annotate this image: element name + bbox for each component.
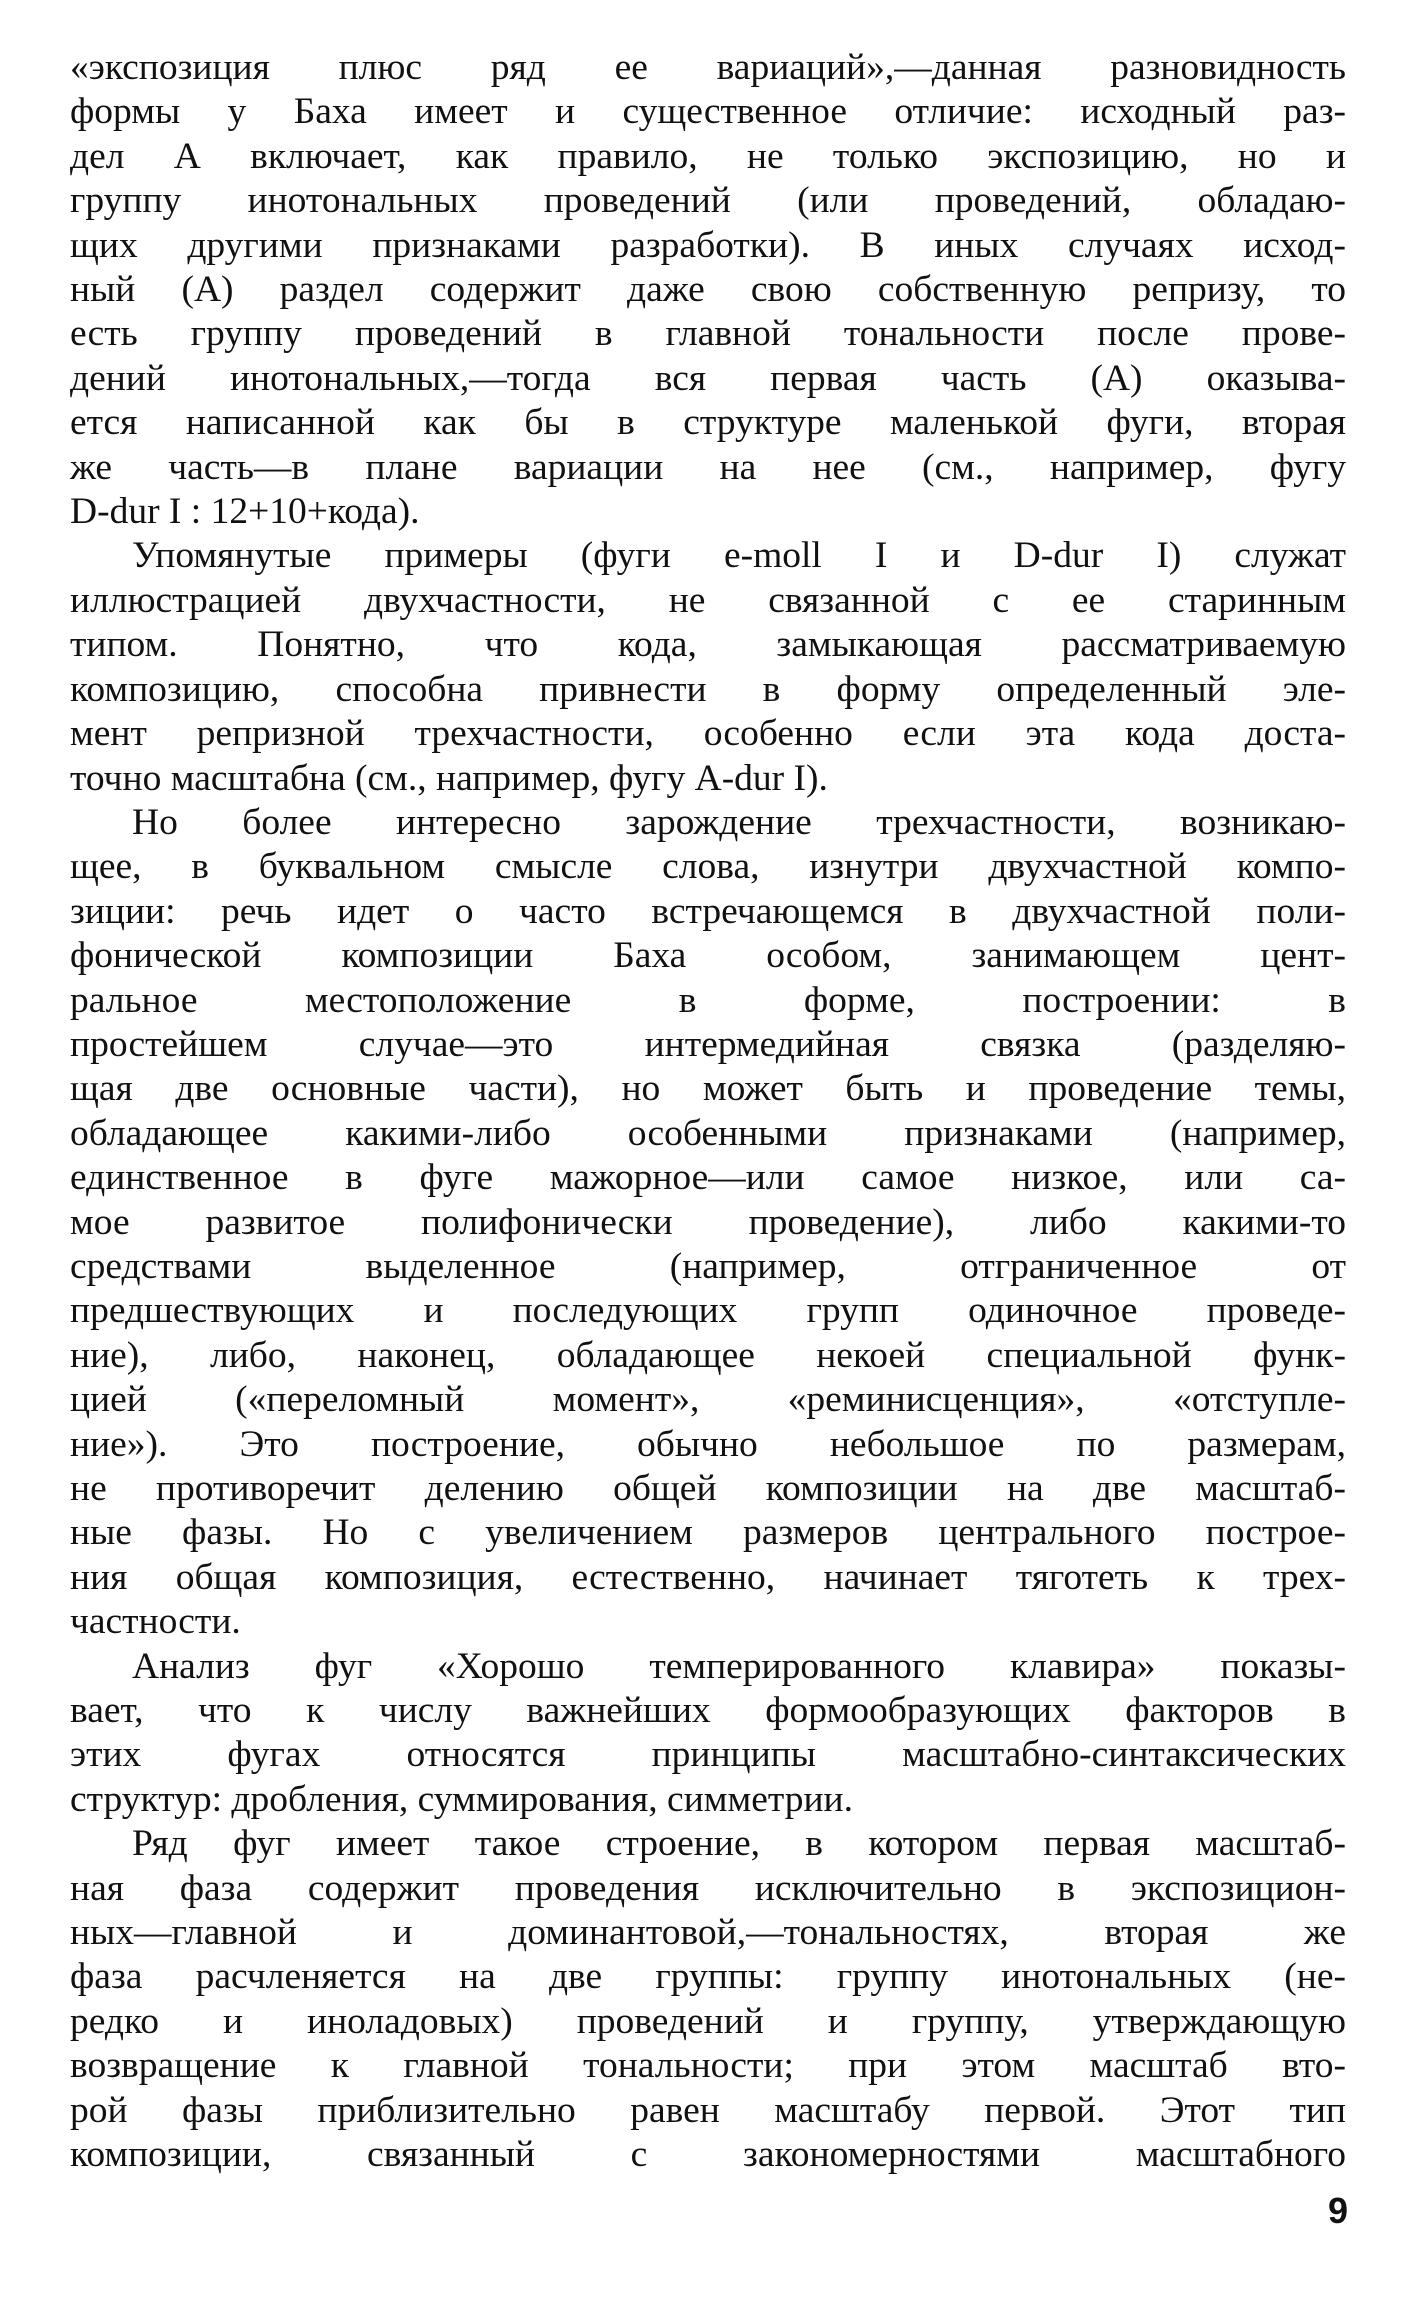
text-line: ная фаза содержит проведения исключительно в экспозицион- [70,1867,1346,1909]
text-line: щее, в буквальном смысле слова, изнутри двухчастной компо- [70,846,1346,888]
text-line: частности. [70,1601,241,1643]
text-line: «экспозиция плюс ряд ее вариаций»,—данная разновидность [70,47,1346,88]
text-line: ния общая композиция, естественно, начинает тяготеть к трех- [70,1556,1346,1598]
text-line: композиции, связанный с закономерностями масштабного [70,2134,1346,2176]
text-line: дений инотональных,—тогда вся первая часть (А) оказыва- [70,357,1346,399]
paragraph-3 [70,801,1346,1645]
paragraph-4 [70,1645,1346,1823]
text-line: D-dur I : 12+10+кода). [70,491,420,533]
text-line: есть группу проведений в главной тональности после прове- [70,313,1346,355]
text-line: ные фазы. Но с увеличением размеров центрального построе- [70,1512,1346,1554]
paragraph-5 [70,1822,1346,2177]
text-line: фонической композиции Баха особом, занимающем цент- [70,935,1346,977]
text-line: зиции: речь идет о часто встречающемся в двухчастной поли- [70,890,1346,932]
text-line: ных—главной и доминантовой,—тональностях, вторая же [70,1912,1346,1954]
text-line: ральное местоположение в форме, построении: в [70,979,1346,1021]
text-line: простейшем случае—это интермедийная связка (разделяю- [70,1023,1346,1065]
text-line: щая две основные части), но может быть и проведение темы, [70,1068,1346,1110]
text-line: предшествующих и последующих групп одиночное проведе- [70,1290,1346,1332]
text-line: ется написанной как бы в структуре маленькой фуги, вторая [70,402,1346,444]
text-line: иллюстрацией двухчастности, не связанной с ее старинным [70,579,1346,621]
text-line: Но более интересно зарождение трехчастности, возникаю- [132,801,1346,843]
text-line: цией («переломный момент», «реминисценция», «отступле- [70,1379,1346,1421]
page-text [70,46,1346,2178]
paragraph-2 [70,534,1346,800]
text-line: композицию, способна привнести в форму определенный эле- [70,668,1346,710]
text-line: не противоречит делению общей композиции на две масштаб- [70,1468,1346,1509]
text-line: дел А включает, как правило, не только экспозицию, но и [70,135,1346,177]
text-line: мое развитое полифонически проведение), либо какими-то [70,1201,1346,1243]
text-line: же часть—в плане вариации на нее (см., например, фугу [70,446,1346,488]
text-line: средствами выделенное (например, отграниченное от [70,1245,1346,1287]
text-line: ние), либо, наконец, обладающее некоей специальной функ- [70,1334,1346,1376]
text-line: обладающее какими-либо особенными признаками (например, [70,1112,1346,1154]
text-line: рой фазы приблизительно равен масштабу первой. Этот тип [70,2089,1346,2131]
text-line: единственное в фуге мажорное—или самое низкое, или са- [70,1157,1346,1199]
text-line: этих фугах относятся принципы масштабно-синтаксических [70,1734,1346,1776]
page-number: 9 [1327,2190,1348,2231]
text-line: редко и иноладовых) проведений и группу, утверждающую [70,2000,1346,2042]
paragraph-1 [70,46,1346,534]
text-line: Ряд фуг имеет такое строение, в котором первая масштаб- [132,1823,1346,1865]
text-line: точно масштабна (см., например, фугу A-dur I). [70,757,828,799]
text-line: щих другими признаками разработки). В иных случаях исход- [70,224,1346,266]
text-line: ние»). Это построение, обычно небольшое по размерам, [70,1423,1346,1465]
text-line: Упомянутые примеры (фуги e-moll I и D-dur I) служат [132,535,1346,577]
text-line: мент репризной трехчастности, особенно если эта кода доста- [70,713,1346,755]
text-line: типом. Понятно, что кода, замыкающая рассматриваемую [70,624,1346,666]
text-line: формы у Баха имеет и существенное отличие: исходный раз- [70,91,1346,133]
text-line: фаза расчленяется на две группы: группу инотональных (не- [70,1956,1346,1998]
text-line: Анализ фуг «Хорошо темперированного клавира» показы- [132,1645,1346,1687]
text-line: структур: дробления, суммирования, симметрии. [70,1778,853,1820]
text-line: вает, что к числу важнейших формообразующих факторов в [70,1690,1346,1732]
text-line: группу инотональных проведений (или проведений, обладаю- [70,180,1346,222]
text-line: возвращение к главной тональности; при этом масштаб вто- [70,2045,1346,2087]
text-line: ный (А) раздел содержит даже свою собственную репризу, то [70,269,1346,311]
